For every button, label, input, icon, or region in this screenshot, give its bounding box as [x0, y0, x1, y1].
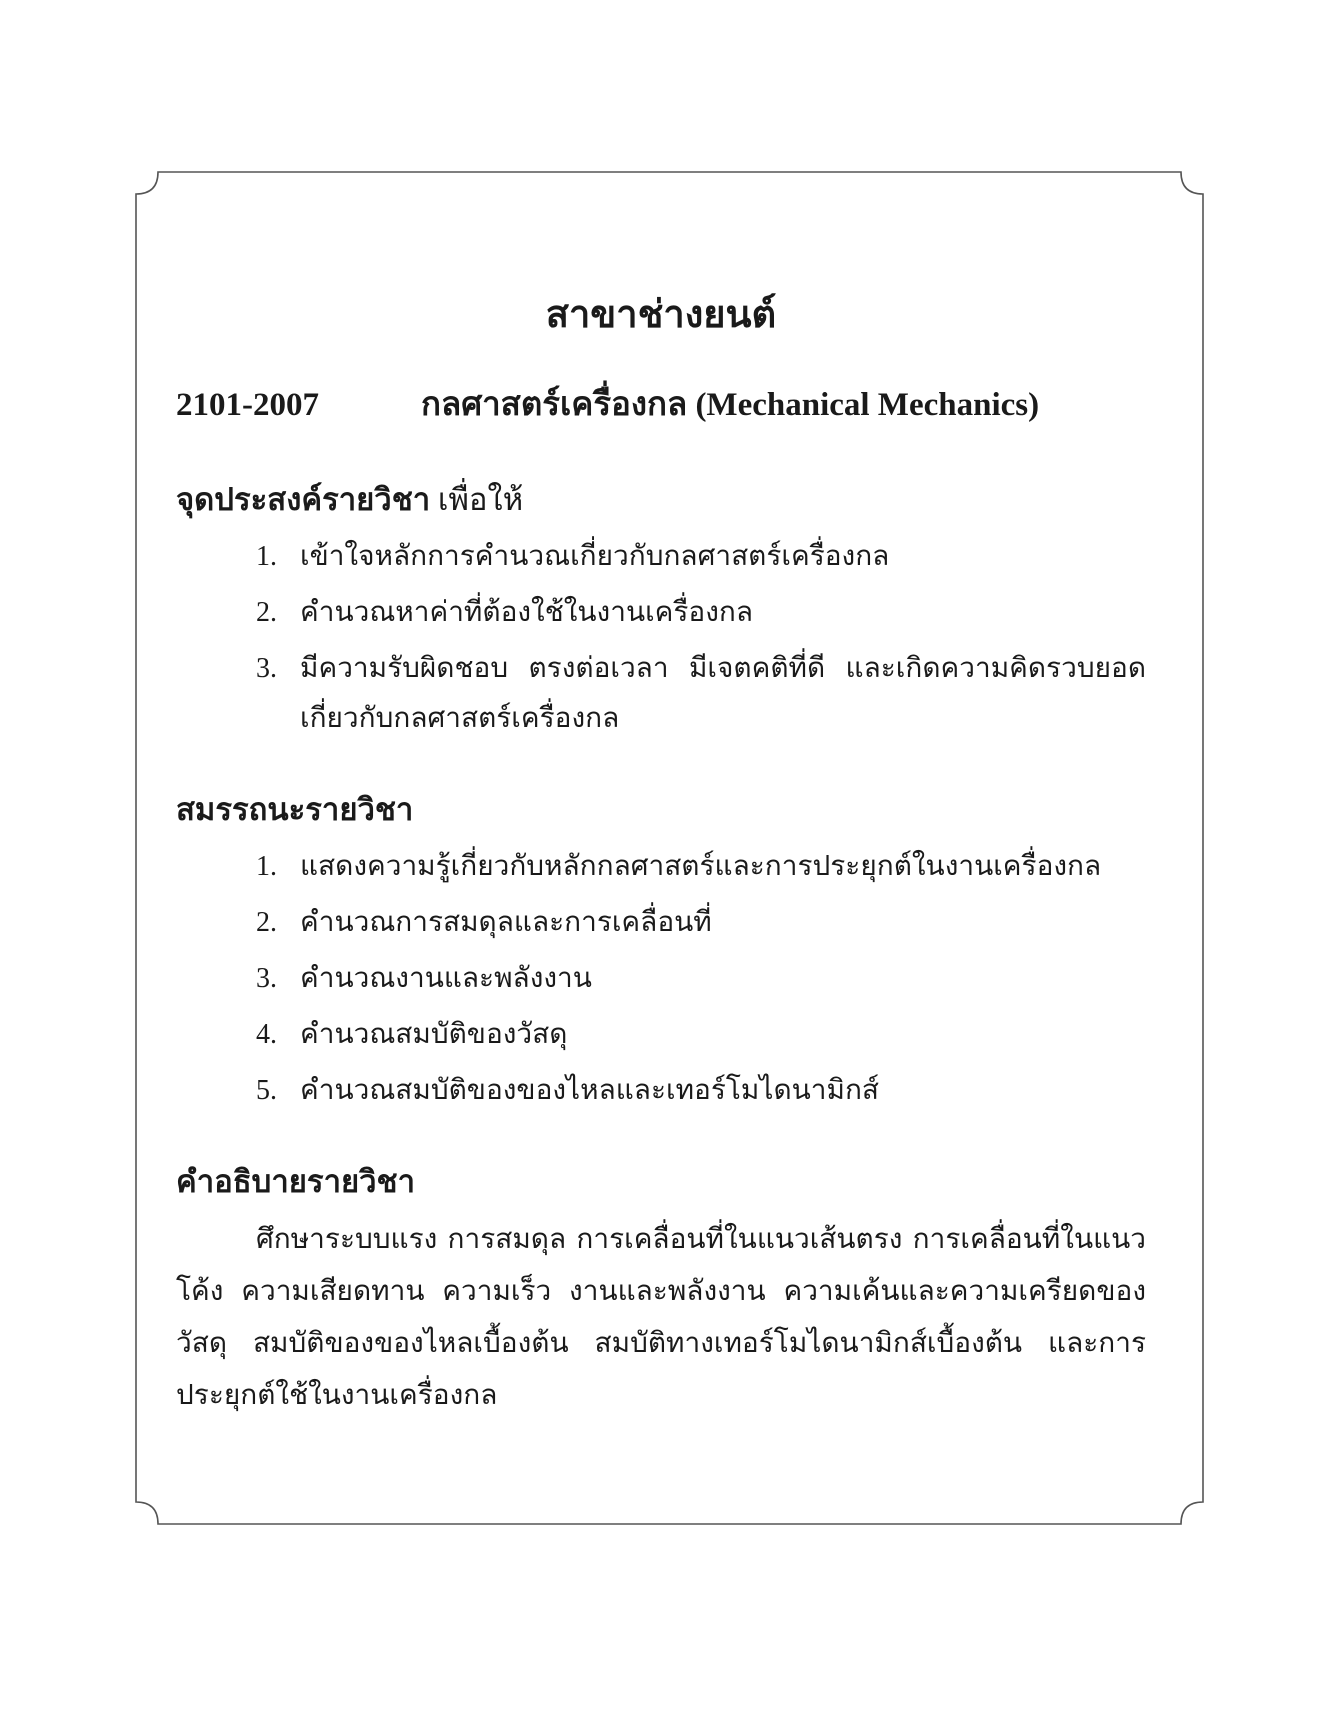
list-item [176, 898, 1146, 948]
list-item [176, 842, 1146, 892]
description-heading [176, 1160, 1146, 1204]
list-item [176, 644, 1146, 744]
list-item-text: คำนวณสมบัติของวัสดุ [300, 1019, 568, 1050]
list-item-text: คำนวณหาค่าที่ต้องใช้ในงานเครื่องกล [300, 597, 754, 628]
competencies-heading [176, 788, 1146, 832]
course-header [176, 380, 1146, 430]
list-item-text: คำนวณสมบัติของของไหลและเทอร์โมไดนามิกส์ [300, 1075, 880, 1106]
list-item-number: 3. [256, 963, 277, 994]
course-code: 2101-2007 [176, 387, 319, 423]
competencies-heading-label: สมรรถนะรายวิชา [176, 792, 414, 827]
description-paragraph: ศึกษาระบบแรง การสมดุล การเคลื่อนที่ในแนวเส้นตรง การเคลื่อนที่ในแนวโค้ง ความเสียดทาน ความเร็ว งานและพลังงาน ความเค้นและความเครียดของวัสดุ สมบัติของของไหลเบื้องต้น สมบัติทางเทอร์โมไดนามิกส์เบื้องต้น และการประยุกต์ใช้ในงานเครื่องกล [176, 1224, 1146, 1411]
list-item [176, 1066, 1146, 1116]
list-item-text: คำนวณการสมดุลและการเคลื่อนที่ [300, 907, 712, 938]
objectives-heading [176, 478, 1146, 522]
list-item-text: เข้าใจหลักการคำนวณเกี่ยวกับกลศาสตร์เครื่องกล [300, 541, 890, 572]
list-item-text: มีความรับผิดชอบ ตรงต่อเวลา มีเจตคติที่ดี และเกิดความคิดรวบยอดเกี่ยวกับกลศาสตร์เครื่องกล [300, 653, 1146, 734]
list-item [176, 532, 1146, 582]
list-item-number: 2. [256, 597, 277, 628]
list-item-text: แสดงความรู้เกี่ยวกับหลักกลศาสตร์และการประยุกต์ในงานเครื่องกล [300, 851, 1102, 882]
list-item [176, 1010, 1146, 1060]
list-item-text: คำนวณงานและพลังงาน [300, 963, 592, 994]
list-item-number: 5. [256, 1075, 277, 1106]
objectives-heading-suffix: เพื่อให้ [437, 482, 524, 517]
list-item [176, 588, 1146, 638]
list-item-number: 1. [256, 851, 277, 882]
program-title: สาขาช่างยนต์ [545, 294, 777, 336]
competencies-list [176, 842, 1146, 1116]
document-content [176, 290, 1146, 1422]
list-item-number: 3. [256, 653, 277, 684]
objectives-list [176, 532, 1146, 744]
list-item-number: 2. [256, 907, 277, 938]
course-title: กลศาสตร์เครื่องกล (Mechanical Mechanics) [421, 387, 1040, 423]
list-item-number: 4. [256, 1019, 277, 1050]
description-heading-label: คำอธิบายรายวิชา [176, 1164, 416, 1199]
list-item [176, 954, 1146, 1004]
objectives-heading-label: จุดประสงค์รายวิชา [176, 482, 431, 517]
list-item-number: 1. [256, 541, 277, 572]
